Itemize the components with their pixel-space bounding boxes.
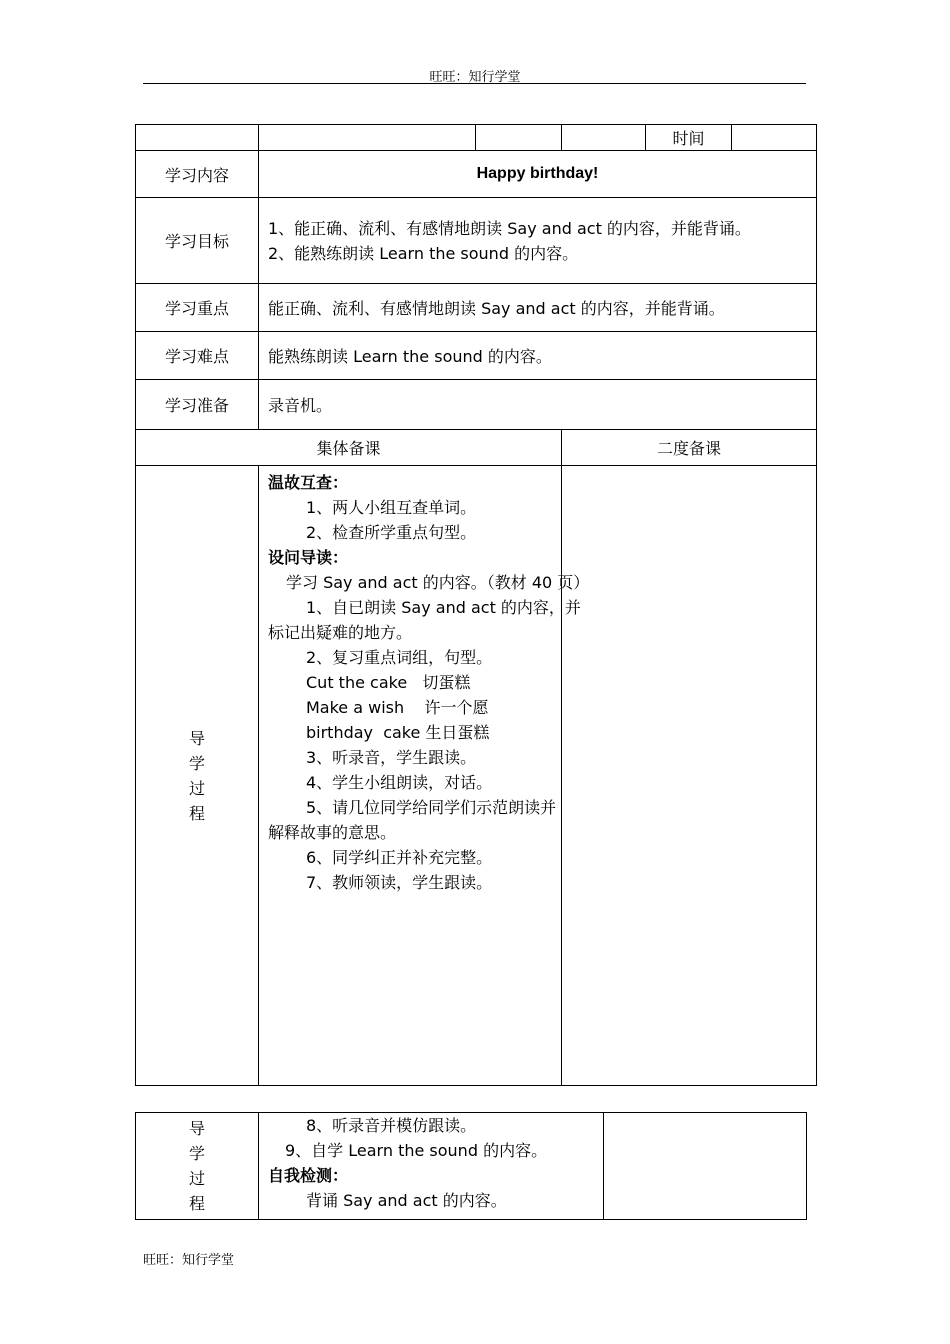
lesson-plan-table-continued: [135, 1112, 807, 1220]
page-footer: 旺旺：知行学堂: [143, 1253, 235, 1268]
list-item: 2、检查所学重点句型。: [306, 523, 477, 542]
phrase-item: Make a wish 许一个愿: [306, 698, 489, 717]
blank-cell: [136, 125, 259, 151]
process-content: [259, 466, 590, 1086]
lesson-plan-table: [135, 124, 817, 1086]
table-row: [136, 430, 817, 466]
list-item: 1、两人小组互查单词。: [306, 498, 477, 517]
lesson-title: Happy birthday!: [259, 151, 817, 198]
second-prep-cell: [604, 1113, 807, 1220]
content-label: 学习内容: [136, 151, 259, 198]
process-content-continued: [259, 1113, 604, 1220]
second-label: 二度备课: [562, 430, 817, 466]
header-divider: [143, 83, 806, 84]
difficulty-value: 能熟练朗读 Learn the sound 的内容。: [259, 332, 817, 380]
key-value: 能正确、流利、有感情地朗读 Say and act 的内容，并能背诵。: [259, 284, 817, 332]
phrase-item: Cut the cake 切蛋糕: [306, 673, 471, 692]
list-item: 标记出疑难的地方。: [268, 623, 413, 642]
list-item: 1、自已朗读 Say and act 的内容，并: [306, 598, 581, 617]
list-item: 2、复习重点词组，句型。: [306, 648, 493, 667]
goal-item: 1、能正确、流利、有感情地朗读 Say and act 的内容，并能背诵。: [268, 218, 751, 238]
list-item: 7、教师领读，学生跟读。: [306, 873, 493, 892]
page-header: 旺旺：知行学堂: [429, 70, 521, 85]
check-heading: 自我检测：: [268, 1166, 349, 1185]
blank-cell: [259, 125, 476, 151]
second-prep-cell: [562, 466, 817, 1086]
time-value: [732, 125, 817, 151]
table-row: [136, 1113, 807, 1220]
list-item: 背诵 Say and act 的内容。: [306, 1191, 507, 1210]
list-item: 9、自学 Learn the sound 的内容。: [285, 1141, 548, 1160]
table-row: [136, 151, 817, 198]
table-row: [136, 125, 817, 151]
goals-label: 学习目标: [136, 198, 259, 284]
blank-cell: [562, 125, 646, 151]
difficulty-label: 学习难点: [136, 332, 259, 380]
time-label: 时间: [646, 125, 732, 151]
table-row: [136, 284, 817, 332]
process-label: 导 学 过 程: [136, 466, 259, 1086]
list-item: 4、学生小组朗读，对话。: [306, 773, 493, 792]
goals-cell: [259, 198, 817, 284]
process-label: 导 学 过 程: [136, 1113, 259, 1220]
goal-item: 2、能熟练朗读 Learn the sound 的内容。: [268, 243, 579, 263]
guide-heading: 设问导读：: [268, 548, 349, 567]
list-item: 3、听录音，学生跟读。: [306, 748, 477, 767]
list-item: 5、请几位同学给同学们示范朗读并: [306, 798, 557, 817]
collective-label: 集体备课: [136, 430, 562, 466]
phrase-item: birthday cake 生日蛋糕: [306, 723, 490, 742]
table-row: [136, 466, 817, 1086]
prep-value: 录音机。: [259, 380, 817, 430]
review-heading: 温故互查：: [268, 473, 349, 492]
list-item: 8、听录音并模仿跟读。: [306, 1116, 477, 1135]
list-item: 解释故事的意思。: [268, 823, 397, 842]
table-row: [136, 198, 817, 284]
blank-cell: [476, 125, 562, 151]
key-label: 学习重点: [136, 284, 259, 332]
guide-intro: 学习 Say and act 的内容。（教材 40 页）: [286, 573, 590, 592]
list-item: 6、同学纠正并补充完整。: [306, 848, 493, 867]
table-row: [136, 380, 817, 430]
table-row: [136, 332, 817, 380]
prep-label: 学习准备: [136, 380, 259, 430]
